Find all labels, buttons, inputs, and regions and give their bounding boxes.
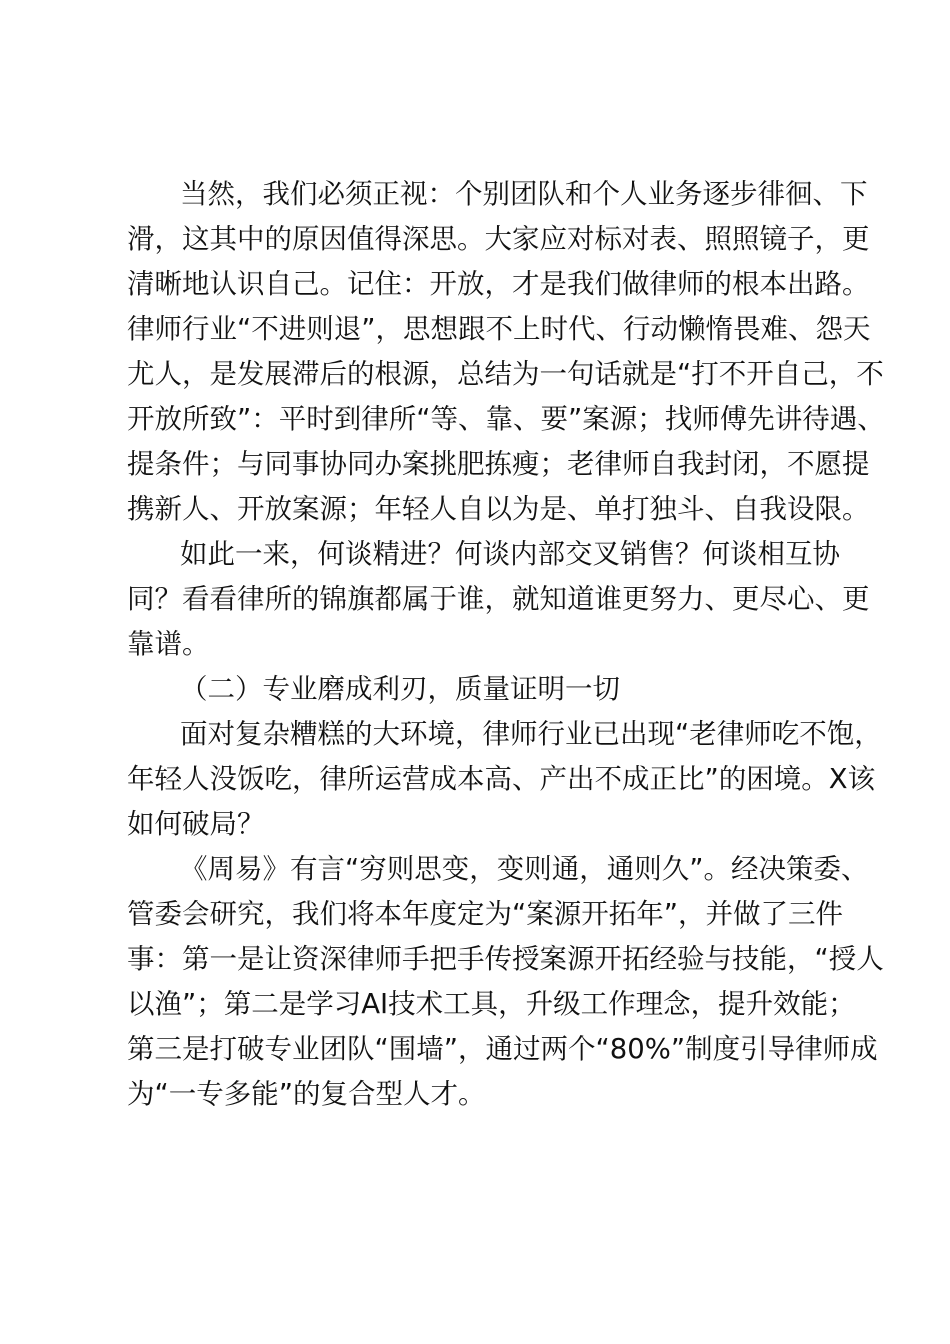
section-heading (127, 667, 833, 712)
text-line: 第三是打破专业团队“围墙”，通过两个“80%”制度引导律师成 (127, 1033, 878, 1065)
text-line: 事：第一是让资深律师手把手传授案源开拓经验与技能，“授人 (127, 943, 884, 975)
paragraph (127, 172, 885, 532)
text-line: 靠谱。 (127, 628, 210, 660)
document-body (127, 172, 885, 1117)
text-line: 同？看看律所的锦旗都属于谁，就知道谁更努力、更尽心、更 (127, 583, 870, 615)
text-line: 开放所致”：平时到律所“等、靠、要”案源；找师傅先讲待遇、 (127, 403, 885, 435)
text-line: 为“一专多能”的复合型人才。 (127, 1078, 486, 1110)
text-line: 携新人、开放案源；年轻人自以为是、单打独斗、自我设限。 (127, 493, 870, 525)
paragraph (127, 532, 870, 667)
text-line: 以渔”；第二是学习AI技术工具，升级工作理念，提升效能； (127, 988, 856, 1020)
paragraph (127, 847, 884, 1117)
text-line: 年轻人没饭吃，律所运营成本高、产出不成正比”的困境。X该 (127, 763, 876, 795)
text-line: 如何破局？ (127, 808, 265, 840)
text-line: 律师行业“不进则退”，思想跟不上时代、行动懒惰畏难、怨天 (127, 313, 871, 345)
text-line: 当然，我们必须正视：个别团队和个人业务逐步徘徊、下 (180, 178, 868, 210)
heading-text: （二）专业磨成利刃，质量证明一切 (180, 673, 620, 705)
text-line: 提条件；与同事协同办案挑肥拣瘦；老律师自我封闭，不愿提 (127, 448, 870, 480)
text-line: 尤人，是发展滞后的根源，总结为一句话就是“打不开自己，不 (127, 358, 884, 390)
text-line: 滑，这其中的原因值得深思。大家应对标对表、照照镜子，更 (127, 223, 870, 255)
text-line: 《周易》有言“穷则思变，变则通，通则久”。经决策委、 (180, 853, 869, 885)
text-line: 清晰地认识自己。记住：开放，才是我们做律师的根本出路。 (127, 268, 870, 300)
text-line: 如此一来，何谈精进？何谈内部交叉销售？何谈相互协 (180, 538, 840, 570)
text-line: 面对复杂糟糕的大环境，律师行业已出现“老律师吃不饱， (180, 718, 882, 750)
text-line: 管委会研究，我们将本年度定为“案源开拓年”，并做了三件 (127, 898, 843, 930)
paragraph (127, 712, 882, 847)
